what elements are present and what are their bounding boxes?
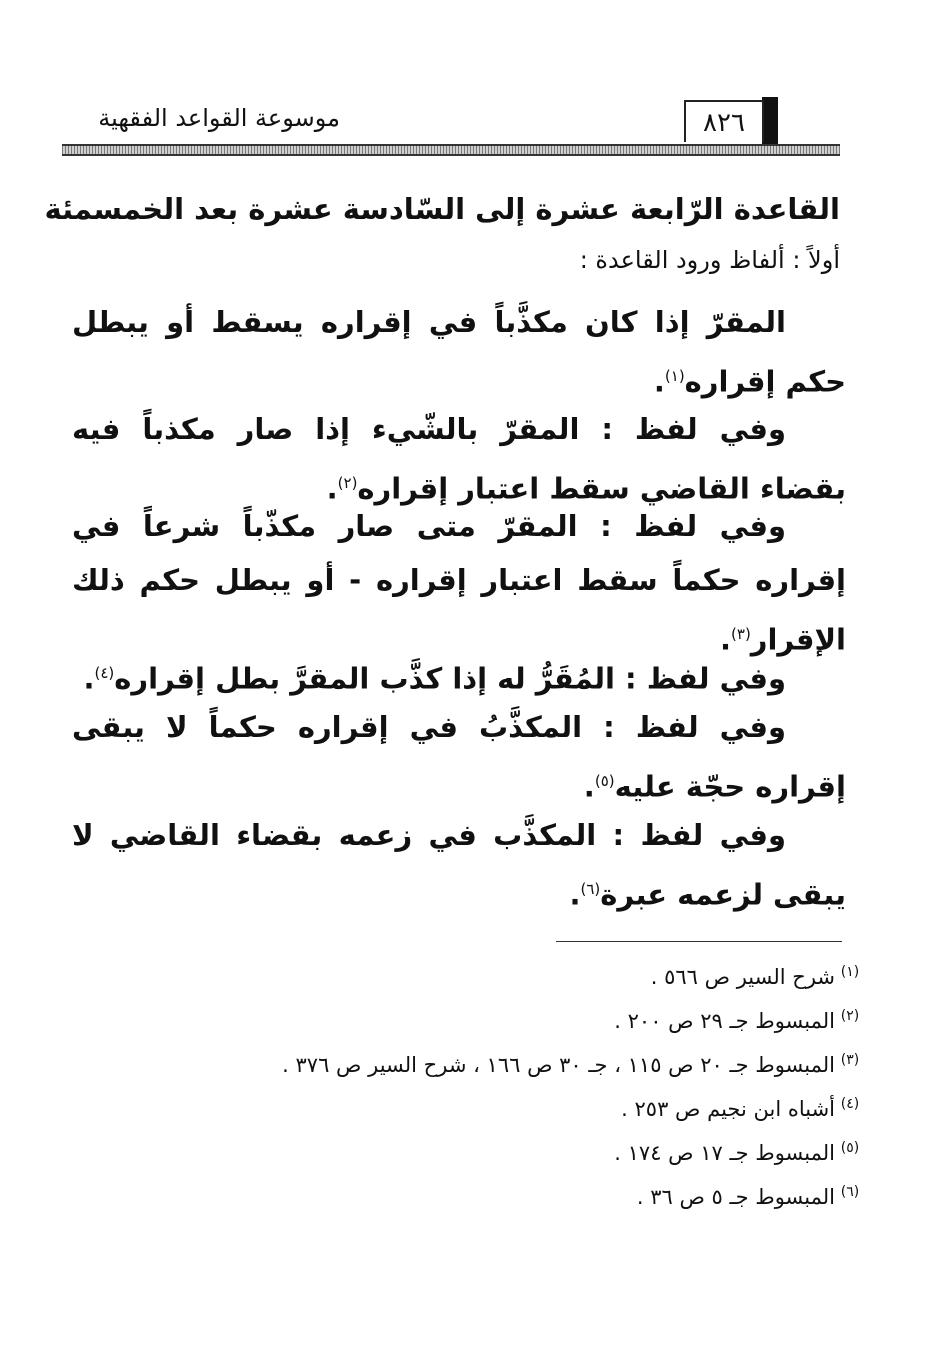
footnote-ref: (٥)	[594, 772, 615, 790]
footnote-text: شرح السير ص ٥٦٦ .	[650, 965, 835, 989]
footnote-text: المبسوط جـ ٢٠ ص ١١٥ ، جـ ٣٠ ص ١٦٦ ، شرح السير ص ٣٧٦ .	[282, 1053, 835, 1077]
footnote	[130, 1038, 865, 1082]
paragraph-end: .	[326, 471, 338, 506]
rule-heading: القاعدة الرّابعة عشرة إلى السّادسة عشرة بعد الخمسمئة	[44, 192, 840, 226]
running-title: موسوعة القواعد الفقهية	[98, 104, 340, 132]
footnote-number: (١)	[840, 964, 860, 980]
footnote-number: (٥)	[840, 1140, 860, 1156]
footnote-ref: (١)	[664, 367, 685, 385]
paragraph-text: وفي لفظ : المُقَرُّ له إذا كذَّب المقرَّ بطل إقراره	[114, 661, 786, 696]
paragraph-text: المقرّ إذا كان مكذَّباً في إقراره يسقط أو يبطل حكم إقراره	[72, 305, 846, 399]
footnote	[130, 1082, 865, 1126]
footnote-ref: (٤)	[94, 664, 115, 682]
footnote-separator	[556, 941, 842, 942]
header-rule	[62, 144, 840, 156]
footnote	[130, 1170, 865, 1214]
footnotes	[130, 950, 865, 1214]
footnote-text: المبسوط جـ ١٧ ص ١٧٤ .	[614, 1141, 835, 1165]
footnote-number: (٢)	[840, 1008, 860, 1024]
paragraph-end: .	[569, 877, 581, 912]
paragraph-end: .	[653, 364, 665, 399]
paragraph-text: وفي لفظ : المكذَّبُ في إقراره حكماً لا يبقى إقراره حجّة عليه	[72, 710, 846, 804]
footnote	[130, 1126, 865, 1170]
paragraph-text: وفي لفظ : المقرّ بالشّيء إذا صار مكذباً فيه بقضاء القاضي سقط اعتبار إقراره	[72, 412, 846, 506]
paragraph-text: وفي لفظ : المكذَّب في زعمه بقضاء القاضي لا يبقى لزعمه عبرة	[72, 818, 846, 912]
paragraph	[72, 295, 846, 409]
paragraph-end: .	[719, 622, 732, 657]
footnote-number: (٣)	[840, 1052, 860, 1068]
paragraph	[72, 499, 846, 667]
paragraph-end: .	[83, 661, 95, 696]
section-subheading: أولاً : ألفاظ ورود القاعدة :	[579, 246, 840, 274]
footnote-number: (٦)	[840, 1184, 860, 1200]
footnote-ref: (٦)	[580, 880, 601, 898]
paragraph	[72, 700, 846, 814]
paragraph	[72, 646, 846, 706]
footnote-text: المبسوط جـ ٥ ص ٣٦ .	[636, 1185, 835, 1209]
footnote-number: (٤)	[840, 1096, 860, 1112]
paragraph-end: .	[583, 769, 595, 804]
footnote	[130, 994, 865, 1038]
footnote-ref: (٢)	[337, 474, 358, 492]
footnote	[130, 950, 865, 994]
paragraph-text: وفي لفظ : المقرّ متى صار مكذّباً شرعاً في إقراره حكماً سقط اعتبار إقراره - أو يبطل حكم ذلك الإقرار	[72, 509, 846, 657]
footnote-ref: (٣)	[731, 625, 751, 643]
footnote-text: المبسوط جـ ٢٩ ص ٢٠٠ .	[614, 1009, 835, 1033]
paragraph	[72, 808, 846, 922]
page-number: ٨٢٦	[684, 100, 764, 142]
header-divider-bar	[762, 97, 778, 145]
footnote-text: أشباه ابن نجيم ص ٢٥٣ .	[621, 1097, 835, 1121]
